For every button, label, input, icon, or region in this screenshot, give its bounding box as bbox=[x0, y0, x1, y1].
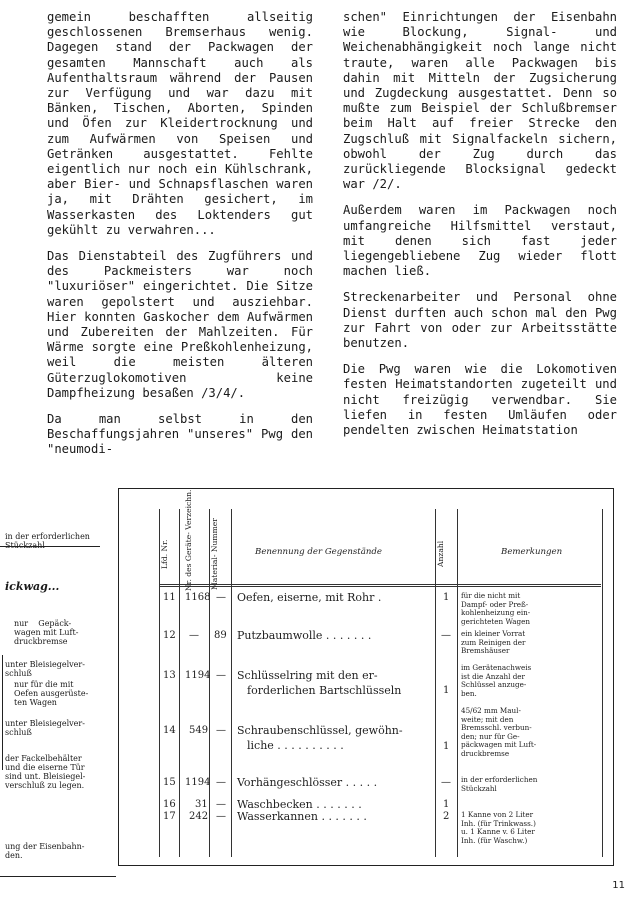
header-anzahl: Anzahl bbox=[436, 540, 445, 568]
cell-material-nr: — bbox=[216, 725, 226, 736]
page-number: 11 bbox=[612, 880, 625, 891]
cell-benennung: Vorhängeschlösser . . . . . bbox=[237, 776, 378, 789]
left-text-column bbox=[47, 10, 313, 469]
fragment-heading: ickwag... bbox=[5, 580, 60, 593]
cell-lfd-nr: 17 bbox=[163, 811, 176, 822]
paragraph: Streckenarbeiter und Personal ohne Dienst durften auch schon mal den Pwg zur Fahrt von oder zur Arbeitsstätte benutzen. bbox=[343, 290, 617, 351]
fragment-line: unter Bleisiegelver- bbox=[5, 660, 85, 669]
cell-geraete-nr: 1194 bbox=[185, 777, 211, 788]
cell-anzahl: 1 bbox=[443, 685, 450, 696]
cell-bemerkungen: im Gerätenachweis ist die Anzahl der Schlüssel anzuge- ben. bbox=[461, 663, 532, 698]
right-text-column bbox=[343, 10, 617, 449]
cell-lfd-nr: 16 bbox=[163, 799, 176, 810]
cell-anzahl: 1 bbox=[443, 741, 450, 752]
cell-benennung-cont: liche . . . . . . . . . . bbox=[247, 739, 344, 752]
cell-benennung: Wasserkannen . . . . . . . bbox=[237, 810, 367, 823]
cell-bemerkungen: in der erforderlichen Stückzahl bbox=[461, 775, 538, 793]
cell-bemerkungen: ein kleiner Vorrat zum Reinigen der Bremshäuser bbox=[461, 629, 526, 656]
cell-material-nr: — bbox=[216, 811, 226, 822]
cell-geraete-nr: 1168 bbox=[185, 592, 211, 603]
paragraph: Außerdem waren im Packwagen noch umfangreiche Hilfsmittel verstaut, mit denen sich fast jeder liegengebliebene Zug wieder flott machen ließ. bbox=[343, 203, 617, 279]
facing-page-fragment bbox=[0, 520, 112, 880]
cell-material-nr: — bbox=[216, 670, 226, 681]
fragment-line: schluß bbox=[5, 728, 32, 737]
fragment-line: verschluß zu legen. bbox=[5, 781, 85, 790]
fragment-line: nur Gepäck- bbox=[14, 619, 72, 628]
fragment-rule bbox=[0, 546, 100, 547]
column-rule bbox=[457, 509, 458, 857]
header-geraete-nr: Nr. des Geräte- Verzeichn. bbox=[184, 489, 193, 591]
cell-material-nr: — bbox=[216, 799, 226, 810]
column-rule bbox=[179, 509, 180, 857]
paragraph: schen" Einrichtungen der Eisenbahn wie Blockung, Signal- und Weichenabhängigkeit noch lange nicht traute, waren alle Packwagen bis dahin mit Mitteln der Zugsicherung und Zugdeckung ausgestattet. Denn so mußte zum Beispiel der Schlußbremser beim Halt auf freier Strecke den Zugschluß mit Signalfackeln sichern, obwohl der Zug durch das zurückliegende Blocksignal gedeckt war /2/. bbox=[343, 10, 617, 192]
cell-lfd-nr: 14 bbox=[163, 725, 176, 736]
header-material-nr: Material- Nummer bbox=[210, 518, 219, 590]
cell-bemerkungen: 1 Kanne von 2 Liter Inh. (für Trinkwass.) u. 1 Kanne v. 6 Liter Inh. (für Waschw.) bbox=[461, 810, 536, 845]
cell-benennung: Schlüsselring mit den er- bbox=[237, 669, 378, 682]
cell-anzahl: 1 bbox=[443, 799, 450, 810]
paragraph: Das Dienstabteil des Zugführers und des Packmeisters war noch "luxuriöser" eingerichtet. Die Sitze waren gepolstert und ausziehbar. Hier konnten Gaskocher dem Aufwärmen und Zubereiten der Mahlzeiten. Für Wärme sorgte eine Preßkohlenheizung, weil die meisten älteren Güterzuglokomotiven keine Dampfheizung besaßen /3/4/. bbox=[47, 249, 313, 400]
fragment-line: und die eiserne Tür bbox=[5, 763, 85, 772]
fragment-line: wagen mit Luft- bbox=[14, 628, 79, 637]
column-rule bbox=[231, 509, 232, 857]
cell-lfd-nr: 15 bbox=[163, 777, 176, 788]
fragment-line: sind unt. Bleisiegel- bbox=[5, 772, 86, 781]
cell-benennung: Putzbaumwolle . . . . . . . bbox=[237, 629, 372, 642]
paragraph: Die Pwg waren wie die Lokomotiven festen Heimatstandorten zugeteilt und nicht freizügig verwendbar. Sie liefen in festen Umläufen oder pendelten zwischen Heimatstation bbox=[343, 362, 617, 438]
cell-lfd-nr: 11 bbox=[163, 592, 176, 603]
fragment-vertical-rule bbox=[2, 655, 3, 770]
cell-anzahl: 2 bbox=[443, 811, 450, 822]
header-benennung: Benennung der Gegenstände bbox=[255, 547, 383, 557]
inventory-table bbox=[118, 488, 614, 866]
fragment-line: unter Bleisiegelver- bbox=[5, 719, 85, 728]
fragment-line: der Fackelbehälter bbox=[5, 754, 82, 763]
cell-geraete-nr: 1194 bbox=[185, 670, 211, 681]
cell-benennung: Waschbecken . . . . . . . bbox=[237, 798, 362, 811]
fragment-line: in der erforderlichen bbox=[5, 532, 90, 541]
paragraph: Da man selbst in den Beschaffungsjahren "unseres" Pwg den "neumodi- bbox=[47, 412, 313, 457]
cell-geraete-nr: 242 bbox=[189, 811, 209, 822]
cell-lfd-nr: 13 bbox=[163, 670, 176, 681]
cell-benennung: Oefen, eiserne, mit Rohr . bbox=[237, 591, 382, 604]
cell-lfd-nr: 12 bbox=[163, 630, 176, 641]
cell-anzahl: — bbox=[441, 777, 451, 788]
fragment-rule bbox=[0, 876, 116, 877]
cell-geraete-nr: — bbox=[189, 630, 199, 641]
fragment-line: ung der Eisenbahn- bbox=[5, 842, 85, 851]
cell-geraete-nr: 549 bbox=[189, 725, 209, 736]
cell-material-nr: — bbox=[216, 592, 226, 603]
fragment-line: druckbremse bbox=[14, 637, 68, 646]
cell-anzahl: 1 bbox=[443, 592, 450, 603]
header-bemerkungen: Bemerkungen bbox=[501, 547, 563, 557]
fragment-line: Oefen ausgerüste- bbox=[14, 689, 89, 698]
cell-anzahl: — bbox=[441, 630, 451, 641]
fragment-line: ten Wagen bbox=[14, 698, 57, 707]
cell-material-nr: — bbox=[216, 777, 226, 788]
fragment-line: Stückzahl bbox=[5, 541, 45, 550]
cell-bemerkungen: für die nicht mit Dampf- oder Preß- kohlenheizung ein- gerichteten Wagen bbox=[461, 591, 531, 626]
column-rule bbox=[602, 509, 603, 857]
cell-benennung: Schraubenschlüssel, gewöhn- bbox=[237, 724, 403, 737]
header-lfd-nr: Lfd. Nr. bbox=[160, 539, 169, 569]
cell-material-nr: 89 bbox=[214, 630, 227, 641]
paragraph: gemein beschafften allseitig geschlossenen Bremserhaus wenig. Dagegen stand der Packwagen der gesamten Mannschaft auch als Aufenthaltsraum während der Pausen zur Verfügung und war dazu mit Bänken, Tischen, Aborten, Spinden und Öfen zur Kleidertrocknung und zum Aufwärmen von Speisen und Getränken ausgestattet. Fehlte eigentlich nur noch ein Kühlschrank, aber Bier- und Schnapsflaschen waren ja, mit Drähten gesichert, im Wasserkasten des Loktenders gut gekühlt zu verwahren... bbox=[47, 10, 313, 237]
fragment-line: schluß bbox=[5, 669, 32, 678]
cell-geraete-nr: 31 bbox=[195, 799, 208, 810]
fragment-line: den. bbox=[5, 851, 23, 860]
cell-benennung-cont: forderlichen Bartschlüsseln bbox=[247, 684, 402, 697]
cell-bemerkungen: 45/62 mm Maul- weite; mit den Bremsschl. verbun- den; nur für Ge- päckwagen mit Luft- druckbremse bbox=[461, 706, 537, 758]
fragment-line: nur für die mit bbox=[14, 680, 74, 689]
